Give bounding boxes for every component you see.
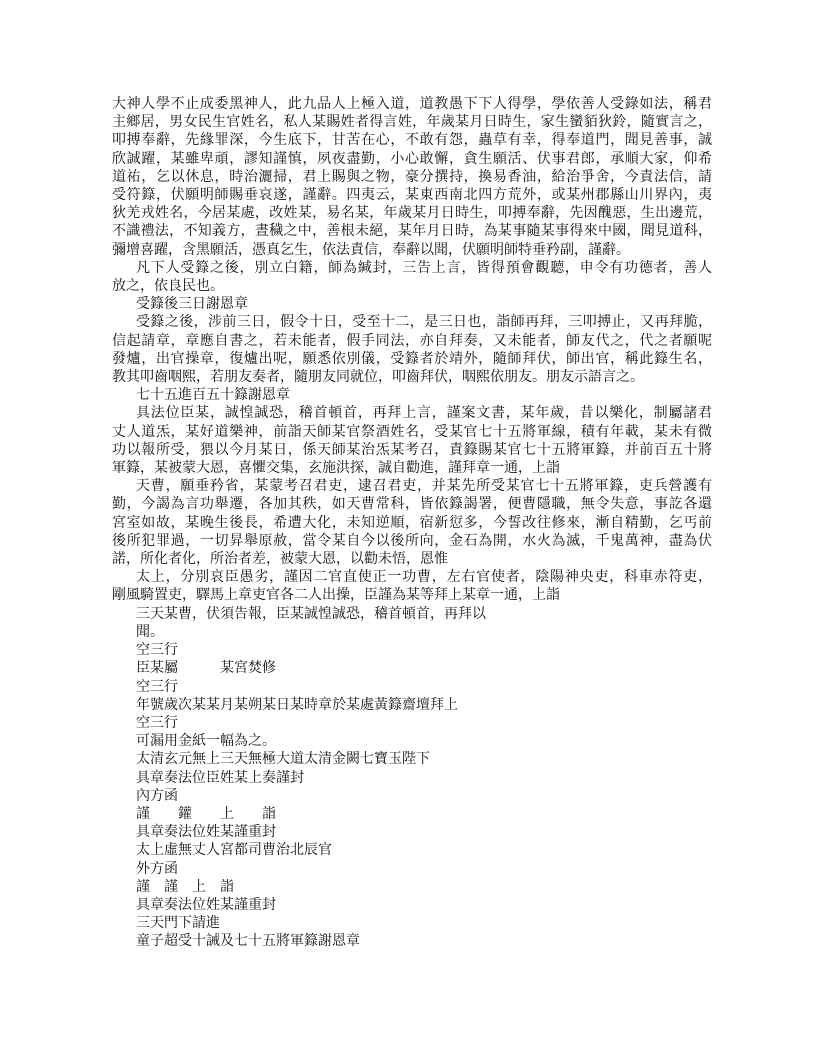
paragraph	[112, 404, 712, 477]
paragraph-line: 狄羌戎姓名，今居某處，改姓某，易名某，年歲某月日時生，叩搏奉辭，先因醜惡，生出邊荒，	[112, 205, 712, 222]
paragraph-line: 欣誠躍，某雖卑頑，謬知謹慎，夙夜盡勤，小心敢懈，貪生願活、伏事君郎，承順大家，仰希	[112, 150, 712, 167]
text-line-block	[112, 878, 712, 896]
text-line-block	[112, 623, 712, 641]
text-line-block	[112, 750, 712, 768]
text-line-block	[112, 678, 712, 696]
text-line-block	[112, 295, 712, 313]
paragraph-line: 信起請章，章應自書之，若未能者，假手同法，亦自拜奏，又未能者，師友代之，代之者願呢	[112, 332, 712, 349]
text-line: 空三行	[136, 642, 178, 659]
text-line: 七十五進百五十籙謝恩章	[136, 387, 290, 404]
text-line-block	[112, 823, 712, 841]
text-line: 內方函	[136, 787, 178, 804]
paragraph	[112, 259, 712, 295]
paragraph-line: 大神人學不止成委黑神人，此九品人上極入道，道教愚下下人得學，學依善人受錄如法，稱君	[112, 96, 712, 112]
text-line-block	[112, 841, 712, 859]
text-line: 太清玄元無上三天無極大道太清金闕七寶玉陛下	[136, 751, 430, 768]
text-line-block	[112, 605, 712, 623]
paragraph-line: 太上，分別哀臣愚劣，謹因二官直使正一功曹，左右官使者，陰陽神央吏，科車赤符吏，	[136, 569, 712, 586]
text-line: 具章奏法位姓某謹重封	[136, 824, 276, 841]
text-line-block	[112, 696, 712, 714]
paragraph-line: 具法位臣某，誠惶誠恐，稽首頓首，再拜上言，謹案文書，某年歲，昔以樂化，制屬諸君	[136, 405, 712, 422]
text-line-block	[112, 769, 712, 787]
text-line: 年號歲次某某月某朔某日某時章於某處黃籙齋壇拜上	[136, 696, 458, 713]
text-line-block	[112, 787, 712, 805]
paragraph-line: 丈人道炁，某好道樂神，前詣天師某官祭酒姓名，受某官七十五將軍線，積有年載，某未有微	[112, 423, 712, 440]
text-line: 外方函	[136, 860, 178, 877]
text-line: 童子超受十誡及七十五將軍籙謝恩章	[136, 933, 360, 950]
text-line: 三天某曹，伏須告報，臣某誠惶誠恐，稽首頓首，再拜以	[136, 605, 486, 622]
paragraph-line: 發爐，出官操章，復爐出呢，願悉依別儀，受籙者於靖外，隨師拜伏，師出官，稱此籙生名，	[112, 350, 712, 367]
paragraph-line: 宮室如故，某晚生後長，希遭大化，未知逆順，宿新愆多，今誓改往修來，漸自精勤，乞丐前	[112, 514, 712, 531]
text-line: 太上虛無丈人宮都司曹治北辰官	[136, 842, 332, 859]
text-line-block	[112, 932, 712, 950]
text-line-block	[112, 641, 712, 659]
paragraph-line: 後所犯罪過，一切昇舉原赦，當令某自今以後所向，金石為開，水火為滅，千鬼萬神，盡為伏	[112, 532, 712, 549]
paragraph-line: 受籙之後，涉前三日，假令十日，受至十二，是三日也，詣師再拜，三叩搏止，又再拜脆，	[136, 314, 712, 331]
text-line-block	[112, 732, 712, 750]
text-line-block	[112, 714, 712, 732]
paragraph	[112, 568, 712, 604]
paragraph-line: 彌增喜躍，含黑願活，憑真乞生，依法責信，奉辭以聞，伏願明師特垂矜副，謹辭。	[112, 241, 630, 258]
text-line: 具章奏法位姓某謹重封	[136, 896, 276, 913]
text-line: 聞。	[136, 623, 164, 640]
paragraph-line: 主鄉居，男女民生官姓名，私人某賜姓者得言姓，年歲某月日時生，家生蠻貊狄鈴，隨實言之，	[112, 114, 712, 131]
text-line-block	[112, 805, 712, 823]
text-line: 三天門下請進	[136, 915, 220, 932]
text-line: 具章奏法位臣姓某上奏謹封	[136, 769, 304, 786]
text-line: 謹 謹 上 詣	[136, 878, 234, 895]
text-line-block	[112, 386, 712, 404]
document-body	[112, 0, 712, 971]
text-line: 受籙後三日謝恩章	[136, 296, 248, 313]
paragraph-line: 道祐，乞以休息，時治灑掃，君上賜與之物，豪分撰持，換易香油，給治爭舍，今責法信，請	[112, 168, 712, 185]
paragraph-line: 天曹，願垂矜省，某蒙考召君吏，逮召君吏，并某先所受某官七十五將軍籙，吏兵營護有	[136, 478, 712, 495]
text-line: 可漏用金紙一幅為之。	[136, 733, 276, 750]
paragraph-line: 放之，依良民也。	[112, 278, 224, 295]
paragraph-line: 不識禮法，不知義方，晝穢之中，善根未絕，某年月日時，為某事隨某事得來中國，聞見道科，	[112, 223, 712, 240]
paragraph	[112, 477, 712, 568]
paragraph-line: 凡下人受籙之後，別立白籍，師為緘封，三告上言，皆得預會觀聽，申令有功德者，善人	[136, 259, 712, 276]
paragraph-line: 教其叩齒咽熙，若朋友奏者，隨朋友同就位，叩齒拜伏，咽熙依朋友。朋友示語言之。	[112, 369, 644, 386]
text-line: 臣某屬 某宮焚修	[136, 660, 276, 677]
paragraph-line: 諾，所化者化，所治者差，被蒙大恩，以勸未悟，恩惟	[112, 551, 448, 568]
text-line-block	[112, 914, 712, 932]
text-line: 空三行	[136, 714, 178, 731]
paragraph-line: 叩搏奉辭，先緣罪深，今生底下，甘苦在心，不敢有怨，蟲草有幸，得奉道門，聞見善事，誠	[112, 132, 712, 149]
paragraph-line: 功以報所受，猥以今月某日，係天師某治炁某考召，責籙賜某官七十五將軍籙，并前百五十將	[112, 441, 712, 458]
paragraph-line: 受符籙，伏願明師賜垂哀遂，謹辭。四夷云，某東西南北四方荒外，或某州郡縣山川界內，夷	[112, 187, 712, 204]
text-line-block	[112, 659, 712, 677]
paragraph-line: 勤，今謁為言功舉遷，各加其秩，如天曹常科，皆依籙謁署，便曹隱職，無令失意，事訖各還	[112, 496, 712, 513]
text-line: 謹 鑵 上 詣	[136, 805, 276, 822]
paragraph-line: 剛風騎置吏，驛馬上章吏官各二人出操，臣謹為某等拜上某章一通，上詣	[112, 587, 560, 604]
paragraph	[112, 313, 712, 386]
text-line: 空三行	[136, 678, 178, 695]
text-line-block	[112, 896, 712, 914]
text-line-block	[112, 860, 712, 878]
paragraph-line: 軍籙，某被蒙大恩，喜懼交集，玄施洪探，誠自勸進，謹拜章一通，上詣	[112, 460, 560, 477]
paragraph	[112, 95, 712, 259]
